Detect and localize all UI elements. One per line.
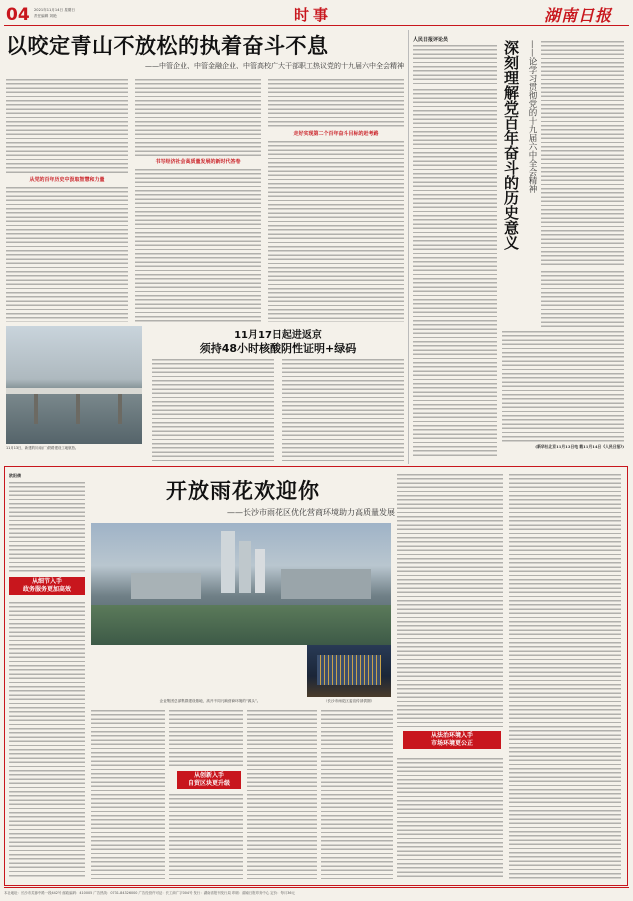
feature-text-col-d bbox=[397, 473, 503, 727]
feature-headline: 开放雨花欢迎你 bbox=[166, 479, 320, 503]
top-story bbox=[6, 30, 404, 324]
bridge-pier bbox=[76, 394, 80, 424]
travel-headline-2: 须持48小时核酸阴性证明+绿码 bbox=[199, 342, 357, 355]
commentary-text-a bbox=[413, 44, 497, 84]
header-rule bbox=[4, 25, 629, 26]
travel-text-col-1 bbox=[152, 358, 274, 462]
feature-subheadline: ——长沙市雨花区优化营商环境助力高质量发展 bbox=[227, 508, 395, 517]
commentary bbox=[408, 30, 628, 464]
body-text-col-1b bbox=[6, 186, 128, 322]
subhead-exam-road: 走好实现第二个百年奋斗目标的赶考路 bbox=[293, 131, 379, 137]
feature-frame bbox=[4, 466, 628, 886]
editor-line: 责任编辑 刘艳 bbox=[34, 14, 57, 18]
subhead-economy: 书写经济社会高质量发展的新时代答卷 bbox=[155, 159, 241, 165]
feature-text-col-b2 bbox=[169, 793, 243, 879]
commentary-kicker: 人民日报评论员 bbox=[413, 37, 449, 43]
body-text-col-1 bbox=[6, 78, 128, 174]
commentary-headline: 深刻理解党百年奋斗的历史意义 bbox=[502, 40, 520, 250]
feature-text-col-c bbox=[247, 709, 317, 879]
photo-caption-left: 企业集团总部集群建设基地，高开不同凡响营商环境的“源头”。 bbox=[159, 699, 261, 703]
feature-text-col-f bbox=[509, 473, 621, 879]
top-story-subheadline: ——中管企业、中管金融企业、中管高校广大干部职工热议党的十九届六中全会精神 bbox=[145, 62, 404, 70]
top-story-headline: 以咬定青山不放松的执着奋斗不息 bbox=[6, 34, 329, 58]
building-block bbox=[131, 573, 201, 599]
footer-text: 本社地址：长沙市芙蓉中路一段442号 邮政编码：410005 广告热线：0731-84326000 广告经营许可证：长工商广字004号 发行：湖南省报刊发行局 印刷：湖南日报印务中心 定价：每月36元 bbox=[4, 891, 295, 895]
commentary-text-b bbox=[541, 40, 624, 266]
page-header bbox=[0, 0, 633, 30]
page-number: 04 bbox=[6, 5, 30, 25]
date-line: 2021年11月14日 星期日 bbox=[34, 8, 75, 12]
body-text-col-3 bbox=[268, 78, 404, 128]
night-photo bbox=[307, 645, 391, 697]
bridge-pier bbox=[34, 394, 38, 424]
section-title: 时事 bbox=[294, 6, 333, 24]
commentary-text-e bbox=[541, 270, 624, 328]
district-aerial-photo bbox=[91, 523, 391, 645]
photo-caption-right: （长沙市雨花区委宣传部供图） bbox=[323, 699, 375, 703]
commentary-subheadline: ——论学习贯彻党的十九届六中全会精神 bbox=[527, 40, 537, 193]
greenery bbox=[91, 605, 391, 645]
feature-side-title: 从细节入手 政务服务更加高效 bbox=[9, 577, 85, 595]
feature-text-col-e bbox=[397, 757, 503, 879]
feature-side-text bbox=[9, 601, 85, 879]
footer-rule bbox=[4, 887, 629, 888]
feature-sub-1: 从创新入手 自贸区块更升级 bbox=[177, 771, 241, 789]
building-tower bbox=[255, 549, 265, 593]
subhead-history: 从党的百年历史中汲取智慧和力量 bbox=[29, 177, 105, 183]
feature-text-col-d2 bbox=[321, 709, 393, 879]
body-text-col-2 bbox=[135, 78, 261, 156]
feature-kicker: 欧阳倩 bbox=[9, 473, 21, 478]
travel-text-col-2 bbox=[282, 358, 404, 462]
night-building bbox=[317, 655, 381, 685]
bridge-photo bbox=[6, 326, 142, 444]
commentary-text-c bbox=[413, 88, 497, 456]
bridge-pier bbox=[118, 394, 122, 424]
building-block bbox=[281, 569, 371, 599]
feature-sub-2: 从法治环境入手 市场环境更公正 bbox=[403, 731, 501, 749]
commentary-source: (新华社北京11月13日电 载11月14日《人民日报》) bbox=[535, 444, 624, 449]
feature-text-col-b bbox=[169, 709, 243, 767]
feature-text-col-a bbox=[91, 709, 165, 879]
building-tower bbox=[239, 541, 251, 593]
building-tower bbox=[221, 531, 235, 593]
bridge-photo-caption: 11月13日，新建的川南(厂)铁路建设工地航拍。 bbox=[6, 446, 79, 450]
feature-lead-text bbox=[9, 481, 85, 573]
body-text-col-3b bbox=[268, 140, 404, 322]
travel-notice bbox=[6, 326, 404, 464]
commentary-text-d bbox=[502, 330, 624, 442]
body-text-col-2b bbox=[135, 168, 261, 322]
travel-headline-1: 11月17日起进返京 bbox=[234, 330, 322, 341]
masthead-logo: 湖南日报 bbox=[544, 6, 613, 25]
